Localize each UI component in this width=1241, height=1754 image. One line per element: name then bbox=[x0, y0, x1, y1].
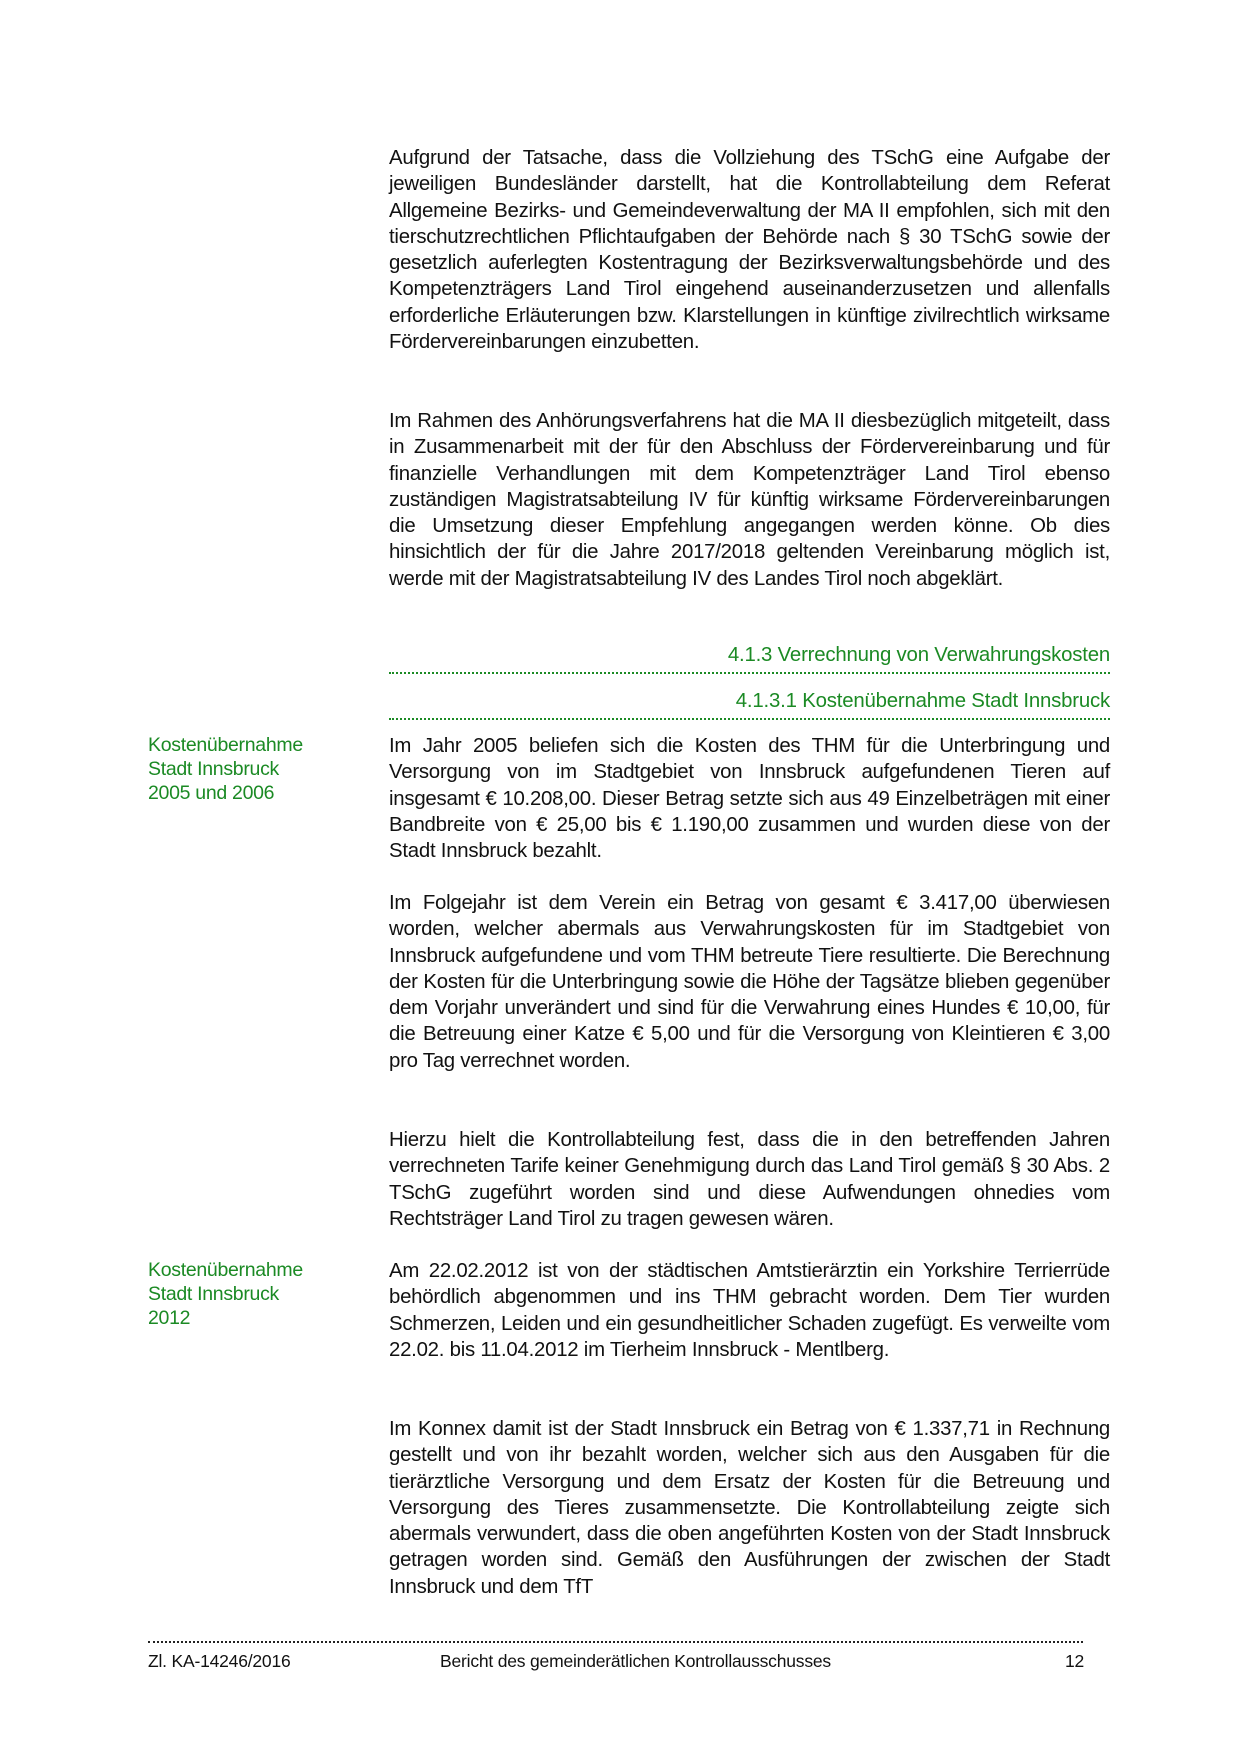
footer-title: Bericht des gemeinderätlichen Kontrollausschusses bbox=[440, 1651, 831, 1671]
body-paragraph: Im Konnex damit ist der Stadt Innsbruck ein Betrag von € 1.337,71 in Rechnung gestellt und von ihr bezahlt worden, welcher sich aus den Ausgaben für die tierärztliche Versorgung und dem Ersatz der Kosten für die Betreuung und Versorgung des Tieres zusammensetzte. Die Kontrollabteilung zeigte sich abermals verwundert, dass die oben angeführten Kosten von der Stadt Innsbruck getragen worden sind. Gemäß den Ausführungen der zwischen der Stadt Innsbruck und dem TfT bbox=[389, 1418, 1110, 1598]
footer-divider bbox=[148, 1641, 1083, 1643]
body-paragraph: Im Folgejahr ist dem Verein ein Betrag von gesamt € 3.417,00 überwiesen worden, welcher abermals aus Verwahrungskosten für im Stadtgebiet von Innsbruck aufgefundene und vom THM betreute Tiere resultierte. Die Berechnung der Kosten für die Unterbringung sowie die Höhe der Tagsätze blieben gegenüber dem Vorjahr unverändert und sind für die Verwahrung eines Hundes € 10,00, für die Betreuung einer Katze € 5,00 und für die Versorgung von Kleintieren € 3,00 pro Tag verrechnet worden. bbox=[389, 892, 1110, 1072]
body-paragraph: Im Jahr 2005 beliefen sich die Kosten des THM für die Unterbringung und Versorgung von im Stadtgebiet von Innsbruck aufgefundenen Tieren auf insgesamt € 10.208,00. Dieser Betrag setzte sich aus 49 Einzelbeträgen mit einer Bandbreite von € 25,00 bis € 1.190,00 zusammen und wurden diese von der Stadt Innsbruck bezahlt. bbox=[389, 735, 1110, 863]
page-number: 12 bbox=[1065, 1651, 1085, 1671]
margin-note-line: Kostenübernahme bbox=[148, 1259, 303, 1281]
margin-note-line: 2005 und 2006 bbox=[148, 782, 275, 804]
section-heading-4-1-3: 4.1.3 Verrechnung von Verwahrungskosten bbox=[727, 644, 1110, 666]
margin-note-line: Stadt Innsbruck bbox=[148, 758, 279, 780]
footer-reference: Zl. KA-14246/2016 bbox=[148, 1651, 291, 1671]
margin-note-2005-2006 bbox=[148, 733, 368, 805]
body-paragraph: Im Rahmen des Anhörungsverfahrens hat die MA II diesbezüglich mitgeteilt, dass in Zusammenarbeit mit der für den Abschluss der Fördervereinbarung und für finanzielle Verhandlungen mit dem Kompetenzträger Land Tirol ebenso zuständigen Magistratsabteilung IV für künftig wirksame Fördervereinbarungen die Umsetzung dieser Empfehlung angegangen werden könne. Ob dies hinsichtlich der für die Jahre 2017/2018 geltenden Vereinbarung möglich ist, werde mit der Magistratsabteilung IV des Landes Tirol noch abgeklärt. bbox=[389, 410, 1110, 590]
margin-note-line: Kostenübernahme bbox=[148, 734, 303, 756]
body-paragraph: Hierzu hielt die Kontrollabteilung fest, dass die in den betreffenden Jahren verrechneten Tarife keiner Genehmigung durch das Land Tirol gemäß § 30 Abs. 2 TSchG zugeführt worden sind und diese Aufwendungen ohnedies vom Rechtsträger Land Tirol zu tragen gewesen wären. bbox=[389, 1129, 1110, 1230]
heading-divider bbox=[389, 672, 1110, 674]
heading-divider bbox=[389, 718, 1110, 720]
body-paragraph: Am 22.02.2012 ist von der städtischen Amtstierärztin ein Yorkshire Terrierrüde behördlich abgenommen und ins THM gebracht worden. Dem Tier wurden Schmerzen, Leiden und ein gesundheitlicher Schaden zugefügt. Es verweilte vom 22.02. bis 11.04.2012 im Tierheim Innsbruck - Mentlberg. bbox=[389, 1260, 1110, 1361]
body-paragraph: Aufgrund der Tatsache, dass die Vollziehung des TSchG eine Aufgabe der jeweiligen Bundesländer darstellt, hat die Kontrollabteilung dem Referat Allgemeine Bezirks- und Gemeindeverwaltung der MA II empfohlen, sich mit den tierschutzrechtlichen Pflichtaufgaben der Behörde nach § 30 TSchG sowie der gesetzlich auferlegten Kostentragung der Bezirksverwaltungsbehörde und des Kompetenzträgers Land Tirol eingehend auseinanderzusetzen und allenfalls erforderliche Erläuterungen bzw. Klarstellungen in künftige zivilrechtlich wirksame Fördervereinbarungen einzubetten. bbox=[389, 147, 1110, 354]
margin-note-line: Stadt Innsbruck bbox=[148, 1283, 279, 1305]
section-heading-4-1-3-1: 4.1.3.1 Kostenübernahme Stadt Innsbruck bbox=[735, 690, 1110, 712]
margin-note-2012 bbox=[148, 1258, 368, 1330]
margin-note-line: 2012 bbox=[148, 1307, 191, 1329]
